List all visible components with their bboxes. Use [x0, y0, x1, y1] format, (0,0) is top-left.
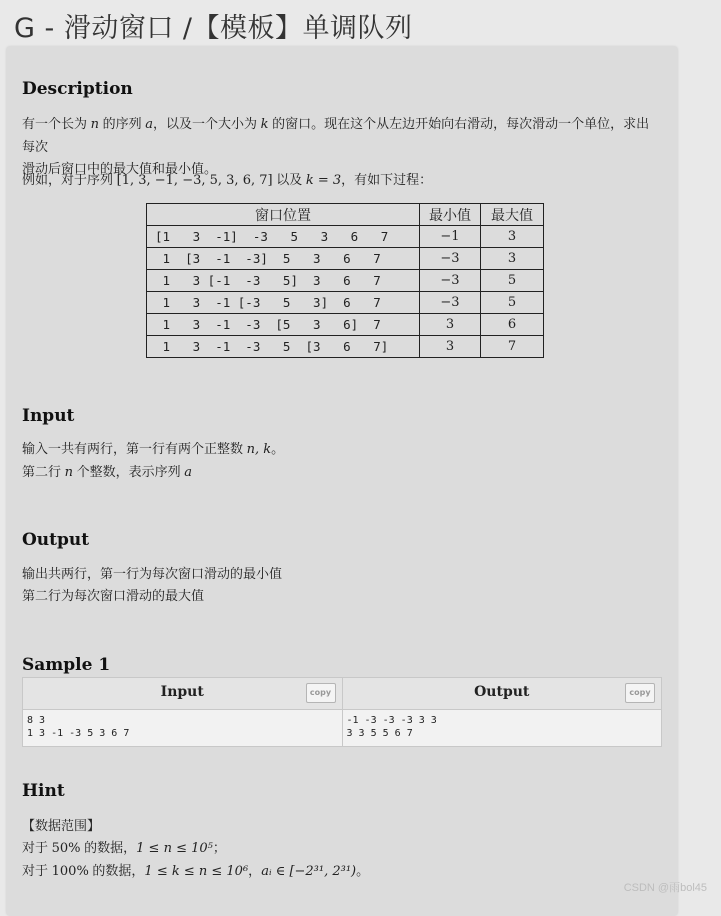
hint-heading: Hint [22, 781, 65, 801]
table-row [147, 270, 544, 292]
problem-card [6, 46, 678, 916]
input-text: 输入一共有两行，第一行有两个正整数 n, k。 第二行 n 个整数，表示序列 a [22, 441, 285, 480]
page-title: G - 滑动窗口 /【模板】单调队列 [14, 13, 413, 44]
table-row [147, 226, 544, 248]
min-value: 3 [420, 336, 481, 358]
max-value: 5 [481, 292, 544, 314]
max-value: 6 [481, 314, 544, 336]
max-value: 3 [481, 226, 544, 248]
sample-box [22, 677, 662, 747]
table-row [147, 336, 544, 358]
sliding-window-table [146, 203, 544, 358]
min-value: 3 [420, 314, 481, 336]
sample-heading: Sample 1 [22, 655, 111, 675]
column-header-max: 最大值 [481, 204, 544, 226]
copy-output-button[interactable]: copy [625, 683, 655, 703]
column-header-min: 最小值 [420, 204, 481, 226]
output-heading: Output [22, 530, 90, 550]
window-position: 1 3 -1 -3 [5 3 6] 7 [147, 314, 420, 336]
window-position: 1 3 [-1 -3 5] 3 6 7 [147, 270, 420, 292]
sample-output-text: -1 -3 -3 -3 3 3 3 3 5 5 6 7 [346, 715, 437, 739]
sample-input-label: Input [160, 684, 204, 700]
min-value: −1 [420, 226, 481, 248]
sample-output-label: Output [474, 684, 530, 700]
window-position: 1 3 -1 [-3 5 3] 6 7 [147, 292, 420, 314]
table-row [147, 314, 544, 336]
description-text: 有一个长为 n 的序列 a，以及一个大小为 k 的窗口。现在这个从左边开始向右滑动，每次滑动一个单位，求出每次 滑动后窗口中的最大值和最小值。 [22, 116, 650, 176]
max-value: 5 [481, 270, 544, 292]
output-text: 输出共两行，第一行为每次窗口滑动的最小值 第二行为每次窗口滑动的最大值 [22, 566, 283, 603]
csdn-watermark: CSDN @雨bol45 [623, 882, 707, 894]
window-position: 1 3 -1 -3 5 [3 6 7] [147, 336, 420, 358]
max-value: 7 [481, 336, 544, 358]
table-row [147, 248, 544, 270]
hint-text: 【数据范围】 对于 50% 的数据，1 ≤ n ≤ 10⁵； 对于 100% 的数据，1 ≤ k ≤ n ≤ 10⁶，aᵢ ∈ [−2³¹, 2³¹)。 [22, 818, 370, 879]
example-text: 例如，对于序列 [1, 3, −1, −3, 5, 3, 6, 7] 以及 k = 3，有如下过程： [22, 172, 433, 188]
min-value: −3 [420, 248, 481, 270]
sample-input-text: 8 3 1 3 -1 -3 5 3 6 7 [27, 715, 130, 739]
min-value: −3 [420, 292, 481, 314]
table-row [147, 292, 544, 314]
max-value: 3 [481, 248, 544, 270]
min-value: −3 [420, 270, 481, 292]
copy-input-button[interactable]: copy [306, 683, 336, 703]
window-position: 1 [3 -1 -3] 5 3 6 7 [147, 248, 420, 270]
description-heading: Description [22, 79, 133, 99]
input-heading: Input [22, 406, 75, 426]
column-header-window: 窗口位置 [147, 204, 420, 226]
window-position: [1 3 -1] -3 5 3 6 7 [147, 226, 420, 248]
